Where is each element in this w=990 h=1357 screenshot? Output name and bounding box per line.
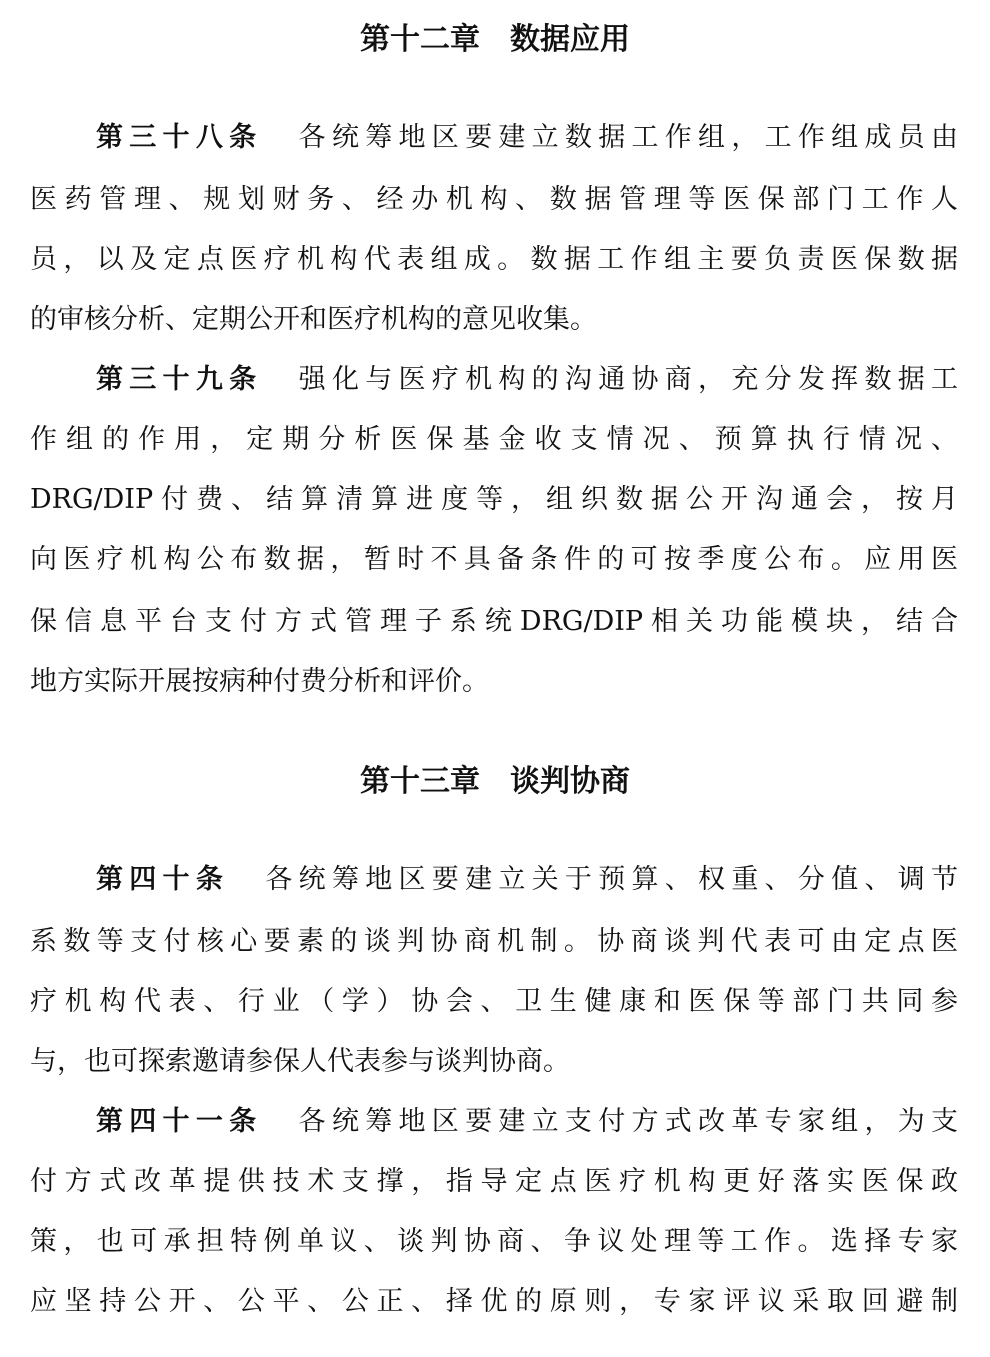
article-line: 的审核分析、定期公开和医疗机构的意见收集。 [30,304,597,335]
article-number: 第三十九条 [96,364,263,395]
article-first-line [96,118,958,158]
article-first-line [96,860,958,900]
article-number: 第三十八条 [96,122,263,153]
article-line: 付方式改革提供技术支撑，指导定点医疗机构更好落实医保政 [30,1166,958,1197]
article-line: 与，也可探索邀请参保人代表参与谈判协商。 [30,1046,570,1077]
chapter-title: 第十二章 数据应用 [360,22,630,57]
article-line: 疗机构代表、行业（学）协会、卫生健康和医保等部门共同参 [30,986,958,1017]
article-text: 各统筹地区要建立关于预算、权重、分值、调节 [259,864,958,895]
article-line: 保信息平台支付方式管理子系统DRG/DIP相关功能模块，结合 [30,606,958,637]
article-line: 系数等支付核心要素的谈判协商机制。协商谈判代表可由定点医 [30,926,958,957]
article-line: 策，也可承担特例单议、谈判协商、争议处理等工作。选择专家 [30,1226,958,1257]
article-line: 员，以及定点医疗机构代表组成。数据工作组主要负责医保数据 [30,244,958,275]
article-text: 强化与医疗机构的沟通协商，充分发挥数据工 [292,364,958,395]
article-line: 作组的作用，定期分析医保基金收支情况、预算执行情况、 [30,424,958,455]
article-line: DRG/DIP付费、结算清算进度等，组织数据公开沟通会，按月 [30,484,958,515]
article-first-line [96,1102,958,1142]
chapter-title: 第十三章 谈判协商 [360,764,630,799]
article-first-line [96,360,958,400]
article-line: 地方实际开展按病种付费分析和评价。 [30,666,489,697]
article-number: 第四十条 [96,864,230,895]
article-line: 医药管理、规划财务、经办机构、数据管理等医保部门工作人 [30,184,958,215]
article-line: 应坚持公开、公平、公正、择优的原则，专家评议采取回避制 [30,1286,958,1317]
article-text: 各统筹地区要建立支付方式改革专家组，为支 [292,1106,958,1137]
article-text: 各统筹地区要建立数据工作组，工作组成员由 [292,122,958,153]
article-line: 向医疗机构公布数据，暂时不具备条件的可按季度公布。应用医 [30,544,958,575]
article-number: 第四十一条 [96,1106,263,1137]
